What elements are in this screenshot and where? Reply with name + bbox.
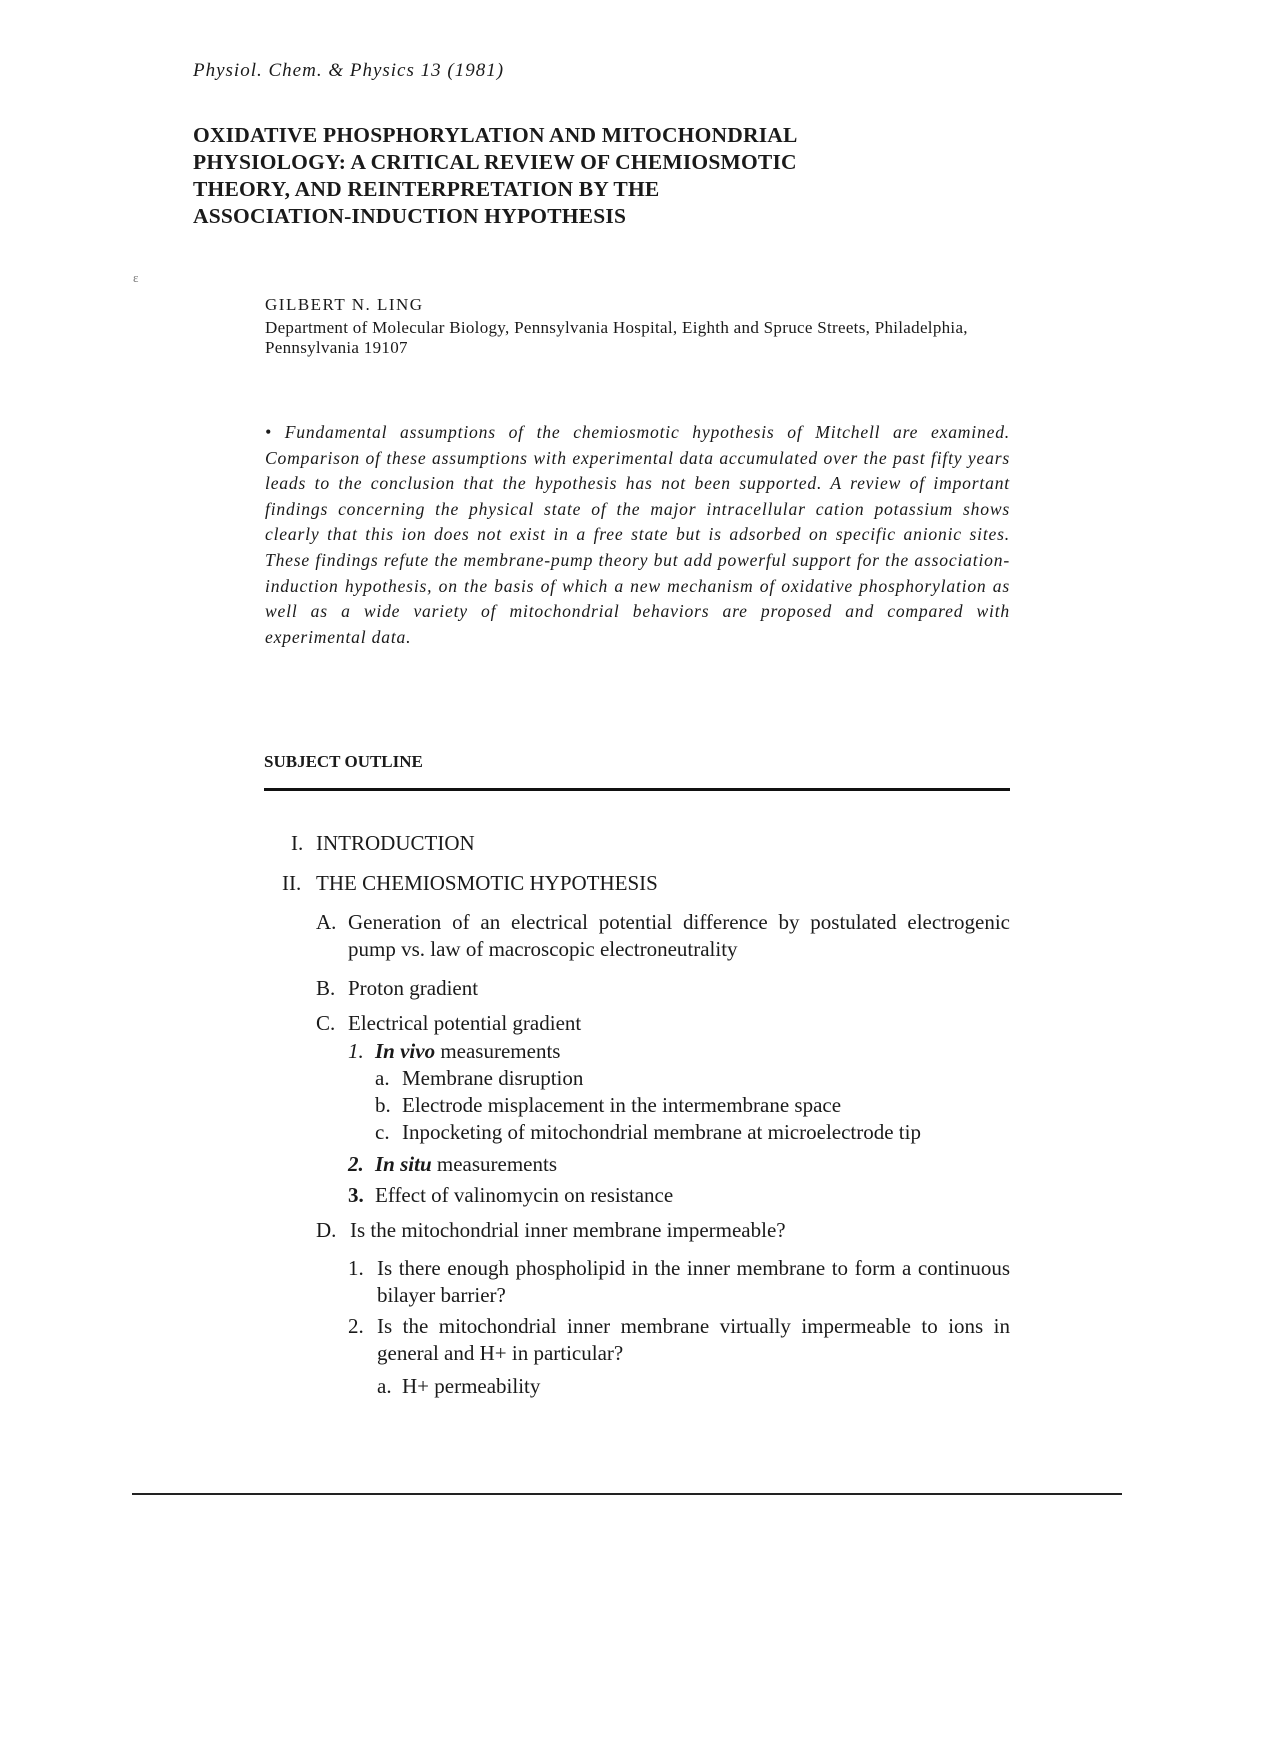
outline-emphasis: In vivo [375, 1039, 436, 1063]
title-line: PHYSIOLOGY: A CRITICAL REVIEW OF CHEMIOSMOTIC [193, 150, 797, 174]
outline-text: Effect of valinomycin on resistance [375, 1183, 674, 1207]
title-line: ASSOCIATION-INDUCTION HYPOTHESIS [193, 204, 627, 228]
outline-text: Is the mitochondrial inner membrane impermeable? [350, 1218, 786, 1242]
outline-number: 3. [348, 1183, 364, 1207]
abstract: • Fundamental assumptions of the chemiosmotic hypothesis of Mitchell are examined. Comparison of these assumptions with experimental data accumulated over the past fifty years leads to the conclusion that the hypothesis has not been supported. A review of important findings concerning the physical state of the major intracellular cation potassium shows clearly that this ion does not exist in a free state but is adsorbed on specific anionic sites. These findings refute the membrane-pump theory but add powerful support for the association-induction hypothesis, on the basis of which a new mechanism of oxidative phosphorylation as well as a wide variety of mitochondrial behaviors are proposed and compared with experimental data. [265, 422, 1010, 647]
outline-text: Is there enough phospholipid in the inner membrane to form a continuous bilayer barrier? [377, 1256, 1010, 1307]
outline-number: 1. [348, 1256, 364, 1280]
outline-text: Inpocketing of mitochondrial membrane at microelectrode tip [402, 1120, 921, 1144]
outline-text: measurements [435, 1039, 561, 1063]
outline-number: II. [282, 871, 302, 895]
outline-text: H+ permeability [402, 1374, 541, 1398]
outline-text: THE CHEMIOSMOTIC HYPOTHESIS [316, 871, 658, 895]
outline-number: 1. [348, 1039, 364, 1063]
outline-number: A. [316, 910, 337, 934]
outline-number: a. [377, 1374, 392, 1398]
journal-citation: Physiol. Chem. & Physics 13 (1981) [193, 60, 505, 81]
outline-emphasis: In situ [375, 1152, 432, 1176]
outline-number: I. [291, 831, 304, 855]
margin-mark: ε [133, 270, 139, 285]
outline-number: 2. [348, 1152, 364, 1176]
outline-text: Membrane disruption [402, 1066, 584, 1090]
outline-number: C. [316, 1011, 336, 1035]
outline-number: b. [375, 1093, 391, 1117]
outline-text: Electrical potential gradient [348, 1011, 582, 1035]
title-line: THEORY, AND REINTERPRETATION BY THE [193, 177, 660, 201]
author-name: GILBERT N. LING [265, 295, 424, 314]
outline-heading: SUBJECT OUTLINE [264, 752, 423, 771]
outline-text: Is the mitochondrial inner membrane virtually impermeable to ions in general and H+ in particular? [377, 1314, 1010, 1365]
title-line: OXIDATIVE PHOSPHORYLATION AND MITOCHONDRIAL [193, 123, 798, 147]
outline-number: a. [375, 1066, 390, 1090]
outline-number: c. [375, 1120, 390, 1144]
outline-number: B. [316, 976, 336, 1000]
outline-text: INTRODUCTION [316, 831, 475, 855]
outline-text: measurements [431, 1152, 557, 1176]
author-affiliation: Department of Molecular Biology, Pennsylvania Hospital, Eighth and Spruce Streets, Philadelphia, Pennsylvania 19107 [265, 318, 968, 357]
footer-divider [132, 1493, 1122, 1495]
outline-number: 2. [348, 1314, 364, 1338]
outline-text: Proton gradient [348, 976, 479, 1000]
outline-text: Electrode misplacement in the intermembrane space [402, 1093, 842, 1117]
paper-title [193, 122, 893, 230]
outline-text: Generation of an electrical potential difference by postulated electrogenic pump vs. law of macroscopic electroneutrality [348, 910, 1010, 961]
outline-number: D. [316, 1218, 337, 1242]
outline-divider [264, 788, 1010, 791]
